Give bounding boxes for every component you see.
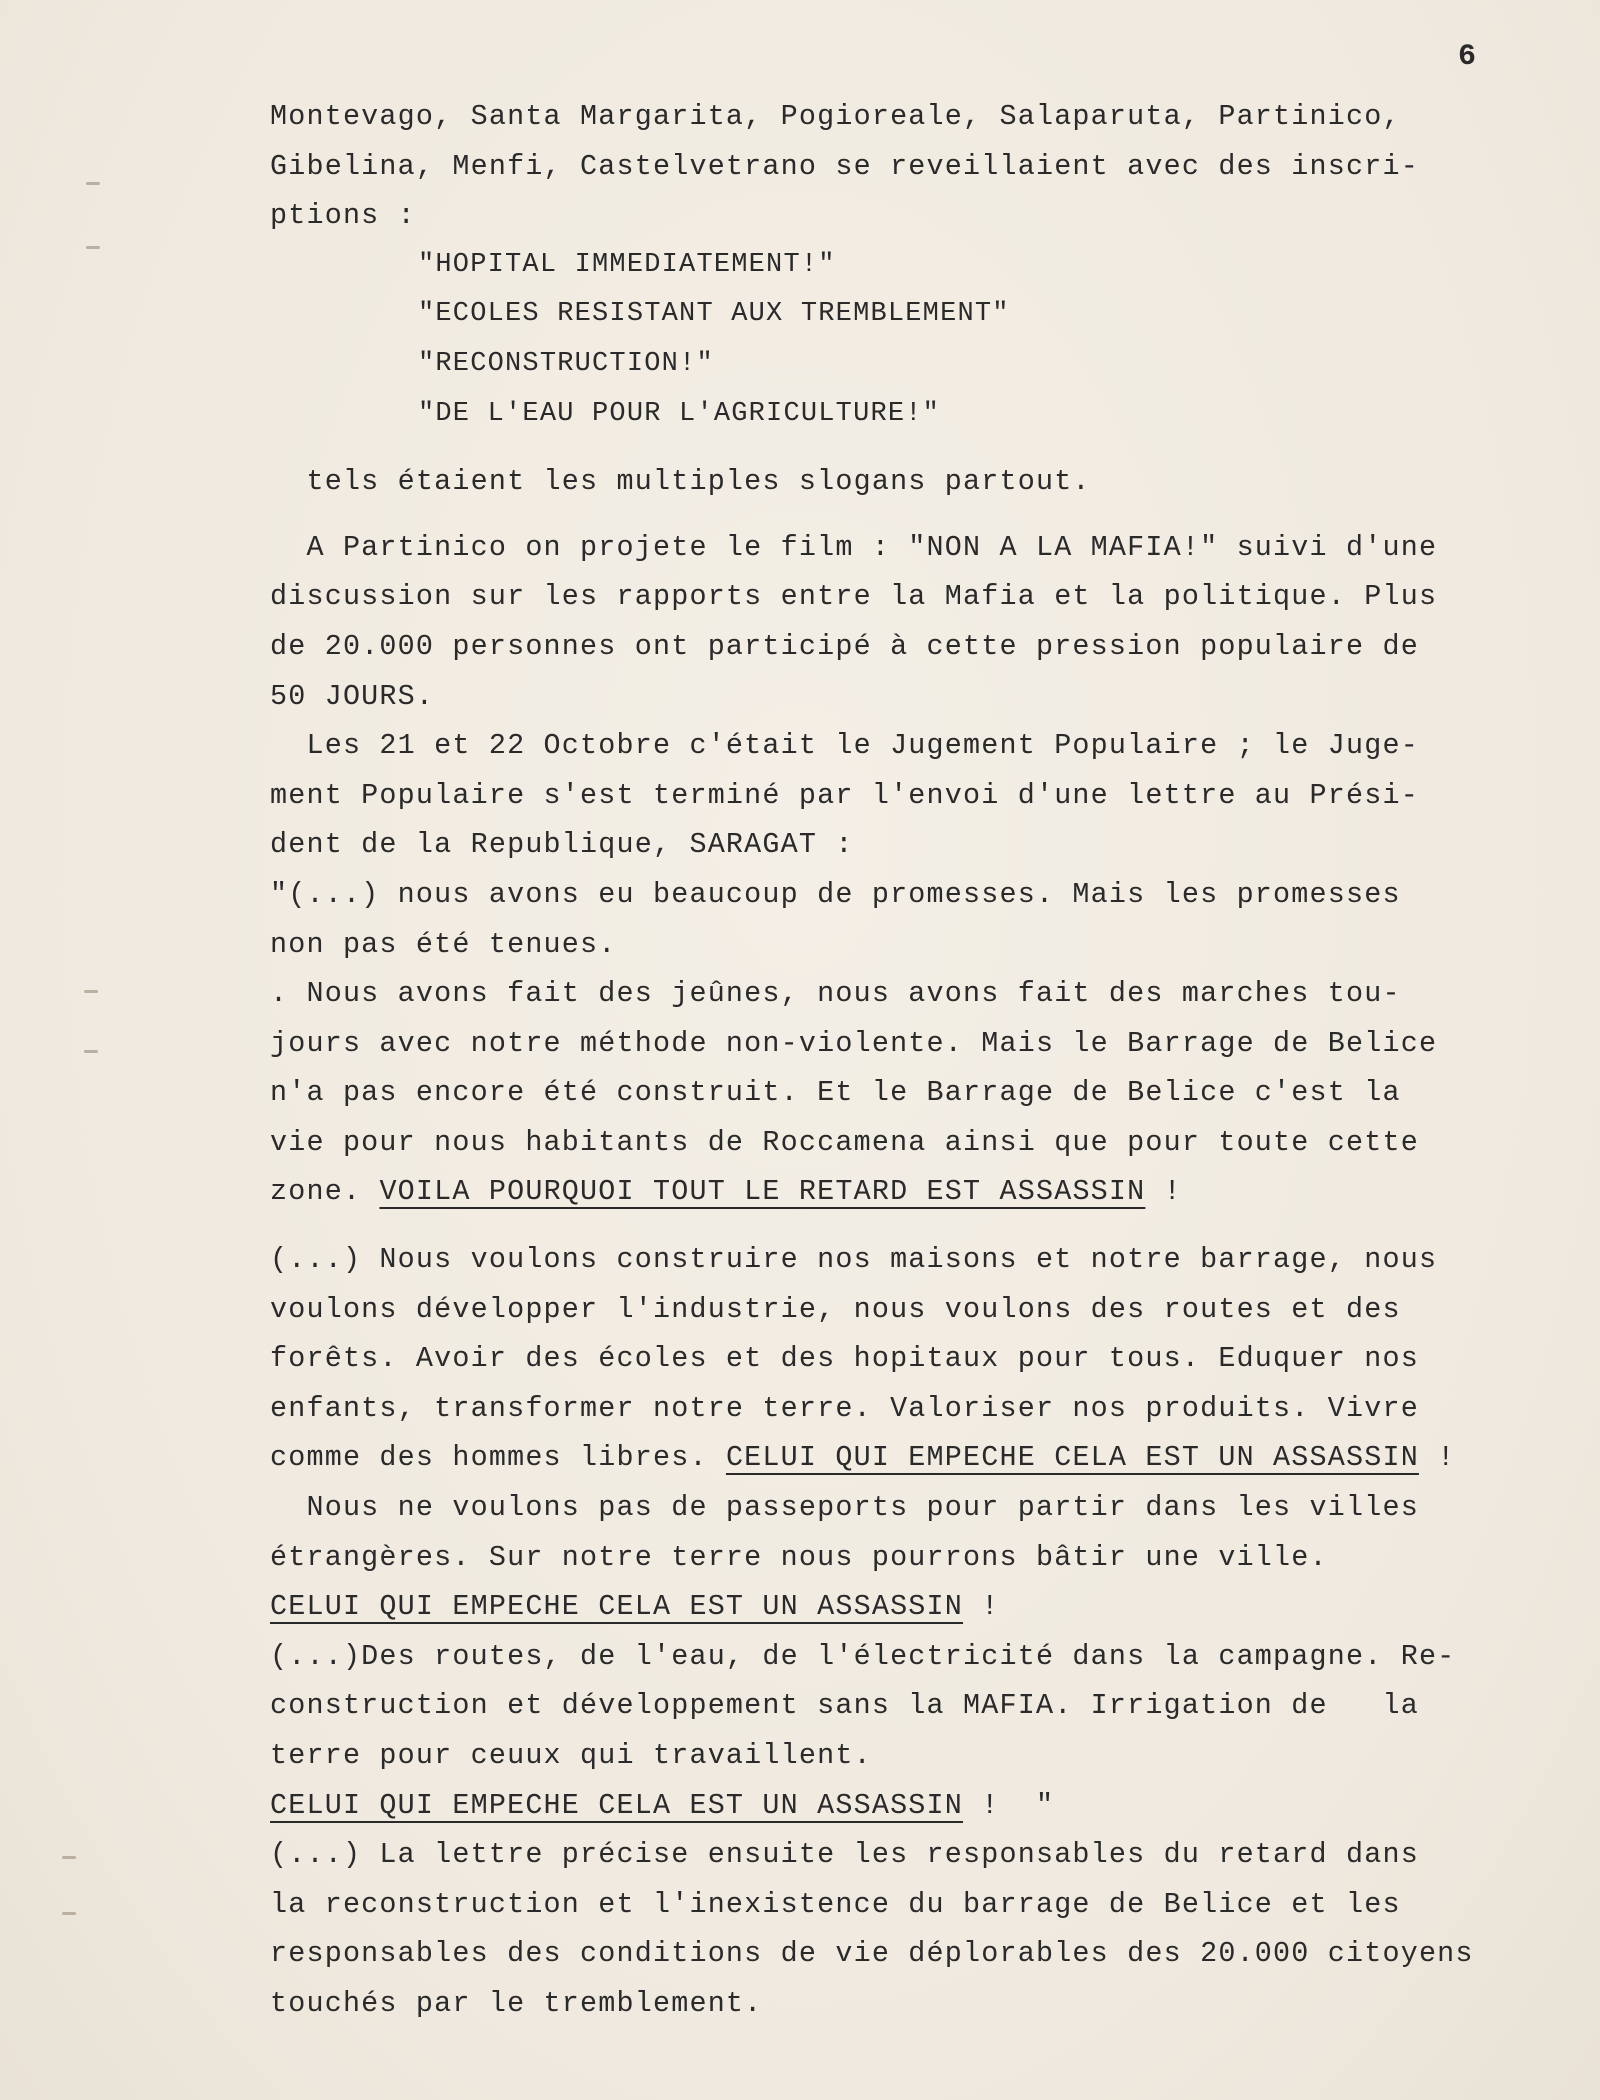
text-line: de 20.000 personnes ont participé à cette pression populaire de [270, 629, 1419, 663]
text-line: enfants, transformer notre terre. Valoriser nos produits. Vivre [270, 1391, 1419, 1425]
text-line: ptions : [270, 199, 416, 233]
text-line: n'a pas encore été construit. Et le Barrage de Belice c'est la [270, 1076, 1401, 1110]
text-line: Les 21 et 22 Octobre c'était le Jugement Populaire ; le Juge- [270, 729, 1419, 763]
margin-mark [62, 1912, 76, 1915]
text-line: 50 JOURS. [270, 679, 435, 713]
text-line: vie pour nous habitants de Roccamena ainsi que pour toute cette [270, 1125, 1419, 1159]
text-line: Montevago, Santa Margarita, Pogioreale, Salaparuta, Partinico, [270, 100, 1401, 133]
text-line: forêts. Avoir des écoles et des hopitaux pour tous. Eduquer nos [270, 1342, 1419, 1376]
slogan: "HOPITAL IMMEDIATEMENT!" [418, 249, 836, 280]
text-line: . Nous avons fait des jeûnes, nous avons fait des marches tou- [270, 977, 1401, 1011]
text-line: (...) Nous voulons construire nos maisons et notre barrage, nous [270, 1243, 1438, 1277]
text-span: ! [963, 1590, 1000, 1624]
text-span: ! " [963, 1788, 1055, 1822]
text-line [270, 1781, 1530, 1831]
underlined-statement: CELUI QUI EMPECHE CELA EST UN ASSASSIN [270, 1590, 964, 1624]
text-line: jours avec notre méthode non-violente. Mais le Barrage de Belice [270, 1026, 1438, 1060]
text-line: A Partinico on projete le film : "NON A LA MAFIA!" suivi d'une [270, 530, 1438, 564]
margin-mark [86, 182, 100, 185]
text-line [270, 1433, 1530, 1483]
text-line: (...) La lettre précise ensuite les responsables du retard dans [270, 1838, 1419, 1872]
underlined-statement: CELUI QUI EMPECHE CELA EST UN ASSASSIN [725, 1441, 1419, 1475]
text-span: comme des hommes libres. [270, 1441, 726, 1475]
text-span: zone. [270, 1175, 380, 1209]
text-line [270, 1582, 1530, 1632]
text-line [270, 1167, 1530, 1217]
underlined-statement: VOILA POURQUOI TOUT LE RETARD EST ASSASSIN [379, 1175, 1146, 1209]
margin-mark [84, 990, 98, 993]
slogan: "ECOLES RESISTANT AUX TREMBLEMENT" [418, 299, 1010, 330]
text-line: étrangères. Sur notre terre nous pourrons bâtir une ville. [270, 1540, 1328, 1574]
body-text [270, 92, 1530, 2029]
text-line: touchés par le tremblement. [270, 1986, 763, 2020]
text-span: ! [1145, 1175, 1182, 1209]
text-line: terre pour ceuux qui travaillent. [270, 1739, 872, 1772]
text-line: construction et développement sans la MAFIA. Irrigation de la [270, 1689, 1419, 1723]
text-line: ment Populaire s'est terminé par l'envoi d'une lettre au Prési- [270, 778, 1419, 812]
text-line: discussion sur les rapports entre la Mafia et la politique. Plus [270, 580, 1438, 614]
text-line: "(...) nous avons eu beaucoup de promesses. Mais les promesses [270, 877, 1401, 911]
page-number: 6 [1458, 40, 1477, 74]
text-line: Gibelina, Menfi, Castelvetrano se reveillaient avec des inscri- [270, 149, 1419, 183]
margin-mark [86, 246, 100, 249]
text-line: voulons développer l'industrie, nous voulons des routes et des [270, 1292, 1401, 1326]
margin-mark [62, 1856, 76, 1859]
margin-mark [84, 1050, 98, 1053]
slogan: "DE L'EAU POUR L'AGRICULTURE!" [418, 398, 941, 429]
underlined-statement: CELUI QUI EMPECHE CELA EST UN ASSASSIN [270, 1788, 964, 1822]
slogan: "RECONSTRUCTION!" [418, 348, 714, 379]
text-line: non pas été tenues. [270, 927, 617, 961]
text-line: responsables des conditions de vie déplorables des 20.000 citoyens [270, 1937, 1474, 1971]
text-span: ! [1418, 1441, 1456, 1475]
text-line: (...)Des routes, de l'eau, de l'électricité dans la campagne. Re- [270, 1639, 1456, 1673]
text-line: Nous ne voulons pas de passeports pour partir dans les villes [270, 1491, 1419, 1525]
text-line: dent de la Republique, SARAGAT : [270, 828, 854, 862]
text-line: la reconstruction et l'inexistence du barrage de Belice et les [270, 1887, 1401, 1921]
text-line: tels étaient les multiples slogans partout. [270, 465, 1091, 499]
